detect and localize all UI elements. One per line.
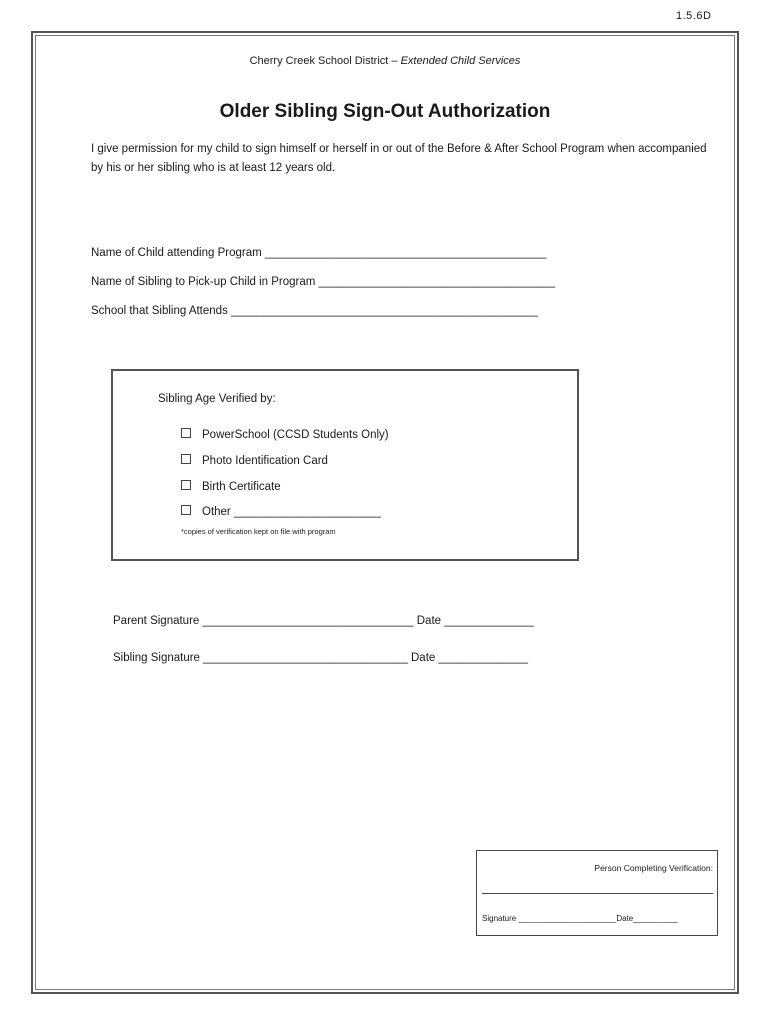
document-code: 1.5.6D — [676, 10, 712, 22]
option-photo-id[interactable] — [181, 455, 328, 467]
option-powerschool[interactable] — [181, 429, 389, 441]
parent-signature-line[interactable]: Parent Signature _________________________________ Date ______________ — [113, 615, 534, 627]
permission-statement: I give permission for my child to sign himself or herself in or out of the Before & After School Program when accompanied by his or her sibling who is at least 12 years old. — [91, 143, 707, 174]
person-verification-signature-line[interactable]: Signature ______________________Date__________ — [482, 914, 678, 923]
district-name: Cherry Creek School District – — [249, 55, 401, 67]
person-verification-name-line[interactable] — [482, 893, 713, 894]
verification-note: *copies of verification kept on file with program — [181, 527, 336, 536]
option-label: Photo Identification Card — [202, 455, 328, 467]
checkbox-icon[interactable] — [181, 454, 191, 464]
option-label: Other _______________________ — [202, 506, 382, 518]
sibling-name-field[interactable]: Name of Sibling to Pick-up Child in Program _____________________________________ — [91, 276, 556, 288]
program-name: Extended Child Services — [400, 55, 521, 67]
option-label: Birth Certificate — [202, 481, 281, 493]
child-name-field[interactable]: Name of Child attending Program ____________________________________________ — [91, 247, 547, 259]
option-birth-certificate[interactable] — [181, 481, 281, 493]
sibling-school-field[interactable]: School that Sibling Attends ________________________________________________ — [91, 305, 539, 317]
checkbox-icon[interactable] — [181, 428, 191, 438]
district-header — [0, 55, 770, 67]
checkbox-icon[interactable] — [181, 505, 191, 515]
verification-title: Sibling Age Verified by: — [158, 393, 276, 405]
person-verification-title: Person Completing Verification: — [594, 863, 713, 873]
form-title: Older Sibling Sign-Out Authorization — [219, 101, 551, 122]
sibling-signature-line[interactable]: Sibling Signature ________________________________ Date ______________ — [113, 652, 529, 664]
option-other[interactable] — [181, 506, 381, 518]
checkbox-icon[interactable] — [181, 480, 191, 490]
option-label: PowerSchool (CCSD Students Only) — [202, 429, 389, 441]
